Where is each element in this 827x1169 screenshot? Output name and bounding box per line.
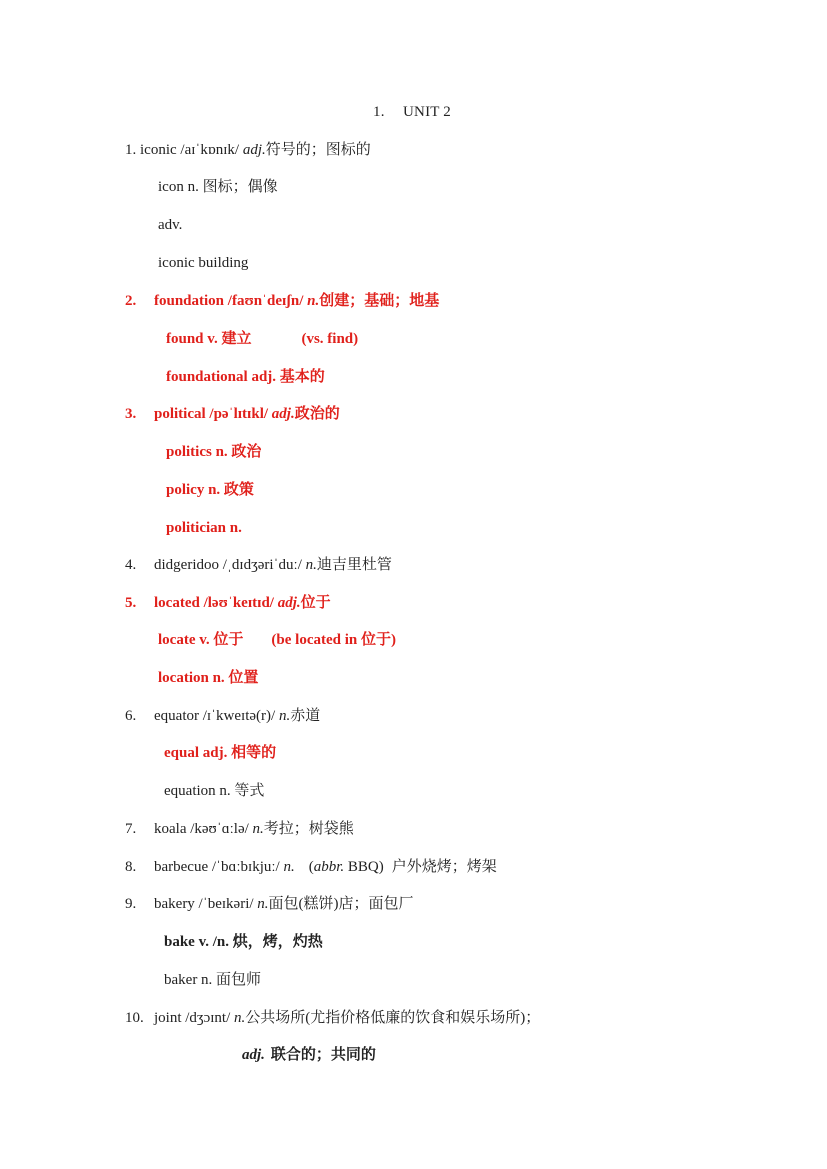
entry-definition: 符号的；图标的 [265,142,371,158]
entry-pos: n. [234,1010,246,1026]
entry-definition: 赤道 [290,708,321,724]
entry-pos: adj. [277,595,301,611]
entry-10 [125,1008,540,1028]
entry-number: 9. [125,896,137,912]
entry-pos: adj. [242,142,266,158]
entry-word: bakery /ˈbeɪkəri/ [154,896,258,912]
entry-word: barbecue /ˈbɑːbɪkjuː/ [154,859,284,875]
entry-abbr-open: ( [308,859,314,875]
entry-word: joint /dʒɔɪnt/ [154,1010,234,1026]
entry-definition: 面包(糕饼)店；面包厂 [268,896,414,912]
entry-word: koala /kəʊˈɑːlə/ [154,821,253,837]
entry-word: located /ləʊˈkeɪtɪd/ [154,595,278,611]
entry-3-sub-2: policy n. 政策 [166,482,254,498]
entry-word: didgeridoo /ˌdɪdʒəriˈduː/ [154,557,306,573]
entry-pos: n. [278,708,291,724]
entry-2-sub-2: foundational adj. 基本的 [166,369,325,385]
entry-word: iconic /aɪˈkɒnɪk/ [140,142,243,158]
entry-pos: adj. [242,1047,265,1063]
entry-6 [125,706,320,726]
entry-1-sub-3: iconic building [158,255,249,271]
entry-sub-note: (be located in 位于) [271,632,396,648]
entry-number: 3. [125,406,137,422]
entry-5-sub-1 [158,630,396,650]
entry-definition: 创建；基础；地基 [319,293,440,309]
entry-pos: n. [283,859,295,875]
entry-pos: n. [305,557,317,573]
entry-abbr-value: BBQ) [344,859,384,875]
entry-sub-note: (vs. find) [301,331,359,347]
unit-title-text: UNIT 2 [403,104,452,120]
entry-6-sub-1: equal adj. 相等的 [164,745,277,761]
entry-9-sub-2: baker n. 面包师 [164,972,262,988]
entry-1 [125,140,371,160]
entry-number: 6. [125,708,137,724]
entry-definition: 迪吉里杜管 [316,557,392,573]
entry-7 [125,819,354,839]
entry-6-sub-2: equation n. 等式 [164,783,265,799]
entry-number: 1. [125,142,137,158]
entry-sub-text: locate v. 位于 [158,632,244,648]
entry-10-sub-1 [242,1045,376,1065]
unit-title-number: 1. [373,104,385,120]
entry-5 [125,593,331,613]
entry-definition: 公共场所(尤指价格低廉的饮食和娱乐场所)； [245,1010,541,1026]
entry-9 [125,894,414,914]
entry-word: political /pəˈlɪtɪkl/ [154,406,272,422]
entry-definition: 位于 [300,595,331,611]
entry-4 [125,555,392,575]
entry-word: equator /ɪˈkweɪtə(r)/ [154,708,279,724]
entry-abbr-label: abbr. [313,859,345,875]
entry-word: foundation /faʊnˈdeɪʃn/ [154,293,308,309]
entry-definition: 政治的 [294,406,340,422]
entry-definition: 考拉；树袋熊 [263,821,354,837]
entry-number: 8. [125,859,137,875]
entry-3-sub-1: politics n. 政治 [166,444,262,460]
entry-sub-text: found v. 建立 [166,331,252,347]
entry-3 [125,404,340,424]
entry-pos: n. [252,821,264,837]
entry-number: 5. [125,595,137,611]
entry-pos: n. [307,293,320,309]
entry-2-sub-1 [166,329,358,349]
entry-definition: 户外烧烤；烤架 [391,859,497,875]
entry-3-sub-3: politician n. [166,520,242,536]
entry-pos: adj. [271,406,295,422]
entry-definition: 联合的；共同的 [270,1047,376,1063]
entry-number: 7. [125,821,137,837]
entry-number: 2. [125,293,137,309]
entry-9-sub-1: bake v. /n. 烘，烤，灼热 [164,934,323,950]
entry-number: 10. [125,1010,144,1026]
entry-pos: n. [257,896,269,912]
entry-2 [125,291,439,311]
entry-number: 4. [125,557,137,573]
entry-8 [125,857,497,877]
entry-1-sub-2: adv. [158,217,183,233]
unit-title [373,102,451,122]
entry-1-sub-1: icon n. 图标；偶像 [158,179,278,195]
entry-5-sub-2: location n. 位置 [158,670,259,686]
